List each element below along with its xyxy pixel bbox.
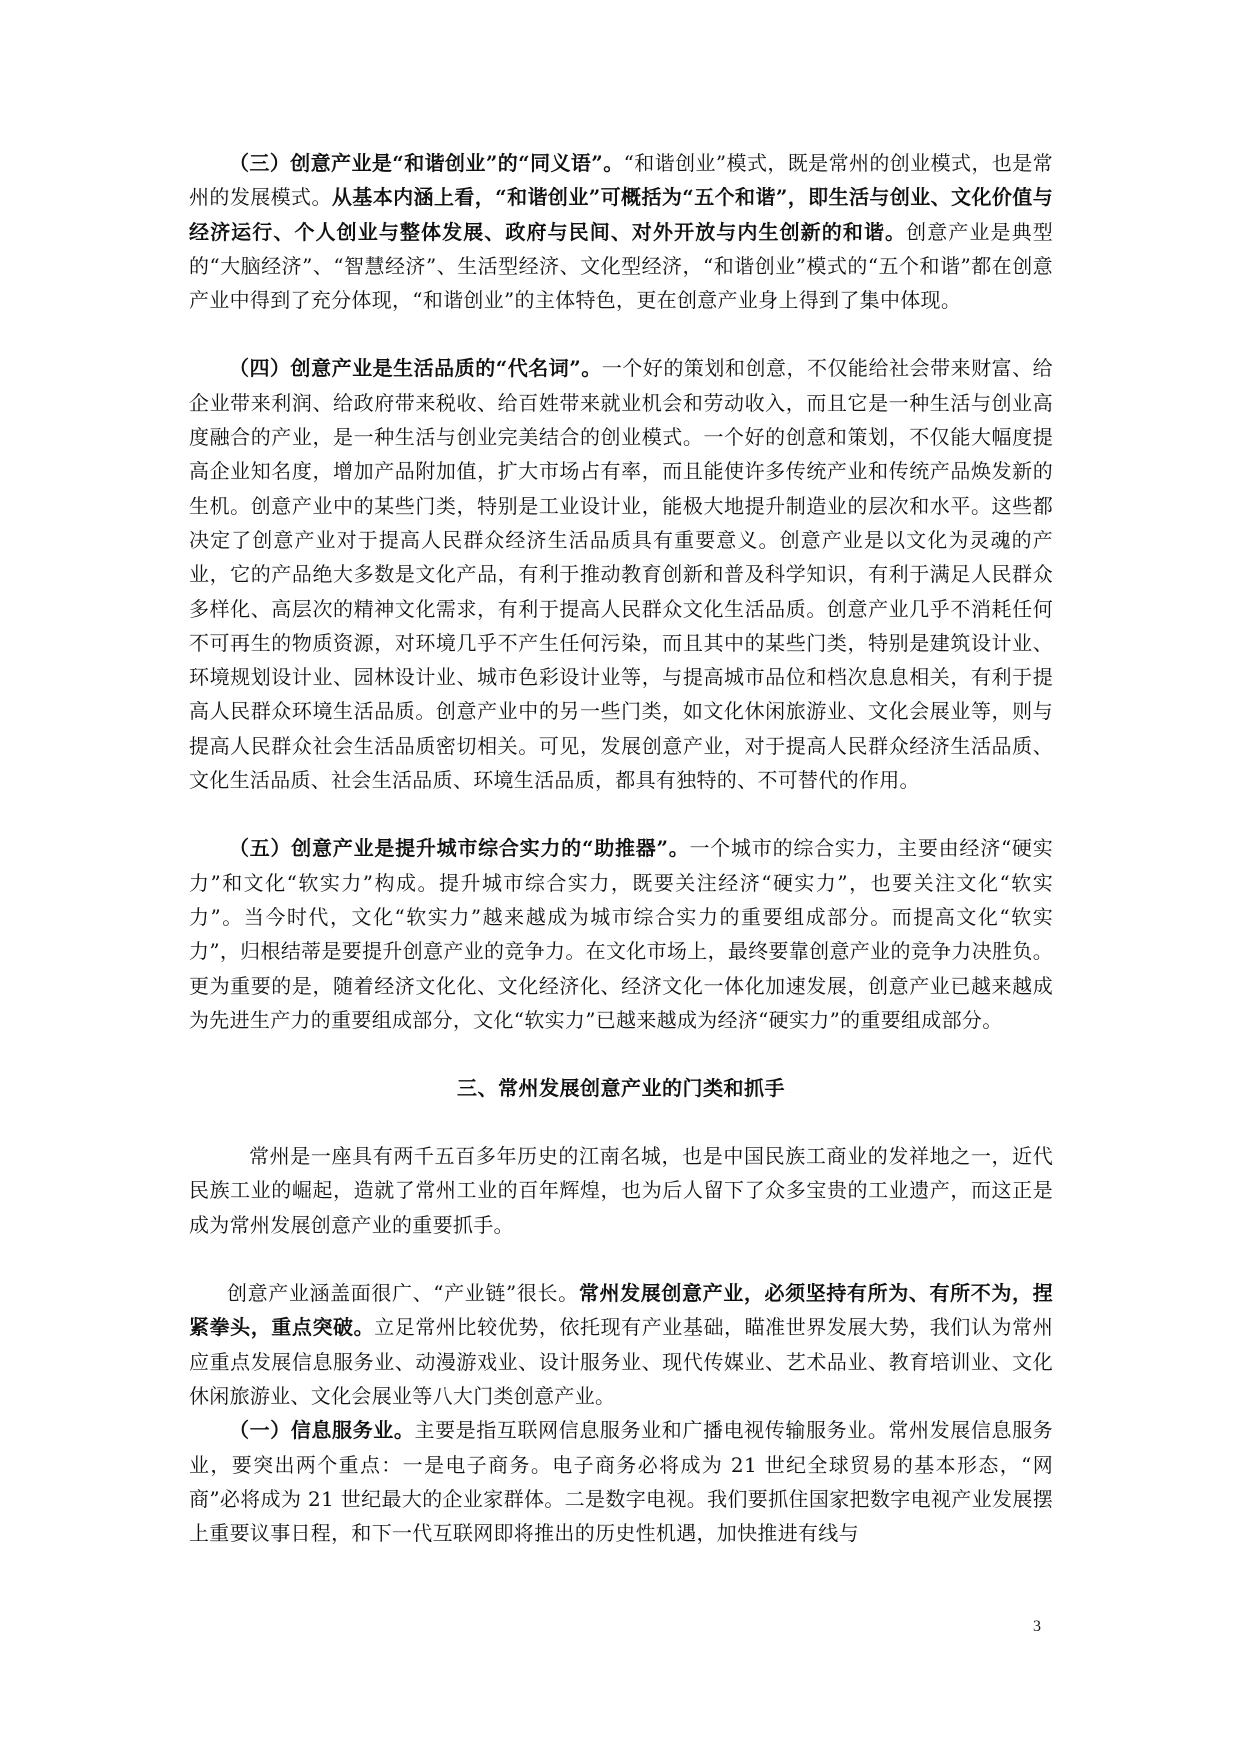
paragraph-intro: 常州是一座具有两千五百多年历史的江南名城，也是中国民族工商业的发祥地之一，近代民族工业的崛起，造就了常州工业的百年辉煌，也为后人留下了众多宝贵的工业遗产，而这正是成为常州发展创意产业的重要抓手。 — [189, 1144, 1053, 1237]
scope-text-1: 创意产业涵盖面很广、“产业链”很长。 — [227, 1281, 579, 1306]
page-number: 3 — [1033, 1618, 1041, 1635]
section-4-text: 一个好的策划和创意，不仅能给社会带来财富、给企业带来利润、给政府带来税收、给百姓带来就业机会和劳动收入，而且它是一种生活与创业高度融合的产业，是一种生活与创业完美结合的创业模式。一个好的创意和策划，不仅能大幅度提高企业知名度，增加产品附加值，扩大市场占有率，而且能使许多传统产业和传统产品焕发新的生机。创意产业中的某些门类，特别是工业设计业，能极大地提升制造业的层次和水平。这些都决定了创意产业对于提高人民群众经济生活品质具有重要意义。创意产业是以文化为灵魂的产业，它的产品绝大多数是文化产品，有利于推动教育创新和普及科学知识，有利于满足人民群众多样化、高层次的精神文化需求，有利于提高人民群众文化生活品质。创意产业几乎不消耗任何不可再生的物质资源，对环境几乎不产生任何污染，而且其中的某些门类，特别是建筑设计业、环境规划设计业、园林设计业、城市色彩设计业等，与提高城市品位和档次息息相关，有利于提高人民群众环境生活品质。创意产业中的另一些门类，如文化休闲旅游业、文化会展业等，则与提高人民群众社会生活品质密切相关。可见，发展创意产业，对于提高人民群众经济生活品质、文化生活品质、社会生活品质、环境生活品质，都具有独特的、不可替代的作用。 — [189, 356, 1053, 793]
paragraph-gap — [189, 1105, 1053, 1139]
paragraph-scope — [189, 1276, 1053, 1413]
paragraph-gap — [189, 1037, 1053, 1071]
paragraph-gap — [189, 797, 1053, 831]
scope-key-point: 常州发展创意产业，必须坚持有所为、有所不为，捏紧拳头，重点突破。 — [189, 1281, 1053, 1340]
paragraph-section-5 — [189, 831, 1053, 1037]
paragraph-gap — [189, 1242, 1053, 1276]
section-3-text-1: “和谐创业”模式，既是常州的创业模式，也是常州的发展模式。 — [189, 151, 1053, 210]
document-body — [189, 146, 1053, 1550]
paragraph-section-3 — [189, 146, 1053, 317]
chapter-heading: 三、常州发展创意产业的门类和抓手 — [457, 1076, 785, 1101]
section-3-title: （三）创意产业是“和谐创业”的“同义语”。 — [229, 151, 624, 175]
scope-text-2: 立足常州比较优势，依托现有产业基础，瞄准世界发展大势，我们认为常州应重点发展信息服务业、动漫游戏业、设计服务业、现代传媒业、艺术品业、教育培训业、文化休闲旅游业、文化会展业等八大门类创意产业。 — [189, 1315, 1053, 1408]
paragraph-information-services — [189, 1413, 1053, 1550]
section-4-title: （四）创意产业是生活品质的“代名词”。 — [229, 356, 602, 381]
information-services-text: 主要是指互联网信息服务业和广播电视传输服务业。常州发展信息服务业，要突出两个重点：一是电子商务。电子商务必将成为 21 世纪全球贸易的基本形态，“网商”必将成为 21 世纪最大的企业家群体。二是数字电视。我们要抓住国家把数字电视产业发展摆上重要议事日程，和下一代互联网即将推出的历史性机遇，加快推进有线与 — [189, 1418, 1053, 1546]
paragraph-section-4 — [189, 351, 1053, 797]
paragraph-gap — [189, 317, 1053, 351]
section-3-key-point: 从基本内涵上看，“和谐创业”可概括为“五个和谐”，即生活与创业、文化价值与经济运行、个人创业与整体发展、政府与民间、对外开放与内生创新的和谐。 — [189, 185, 1053, 244]
section-5-text: 一个城市的综合实力，主要由经济“硬实力”和文化“软实力”构成。提升城市综合实力，既要关注经济“硬实力”，也要关注文化“软实力”。当今时代，文化“软实力”越来越成为城市综合实力的重要组成部分。而提高文化“软实力”，归根结蒂是要提升创意产业的竞争力。在文化市场上，最终要靠创意产业的竞争力决胜负。更为重要的是，随着经济文化化、文化经济化、经济文化一体化加速发展，创意产业已越来越成为先进生产力的重要组成部分，文化“软实力”已越来越成为经济“硬实力”的重要组成部分。 — [189, 836, 1053, 1032]
section-5-title: （五）创意产业是提升城市综合实力的“助推器”。 — [229, 836, 690, 861]
information-services-title: （一）信息服务业。 — [229, 1418, 415, 1443]
section-3-text-2: 创意产业是典型的“大脑经济”、“智慧经济”、生活型经济、文化型经济，“和谐创业”模式的“五个和谐”都在创意产业中得到了充分体现，“和谐创业”的主体特色，更在创意产业身上得到了集中体现。 — [189, 219, 1053, 313]
